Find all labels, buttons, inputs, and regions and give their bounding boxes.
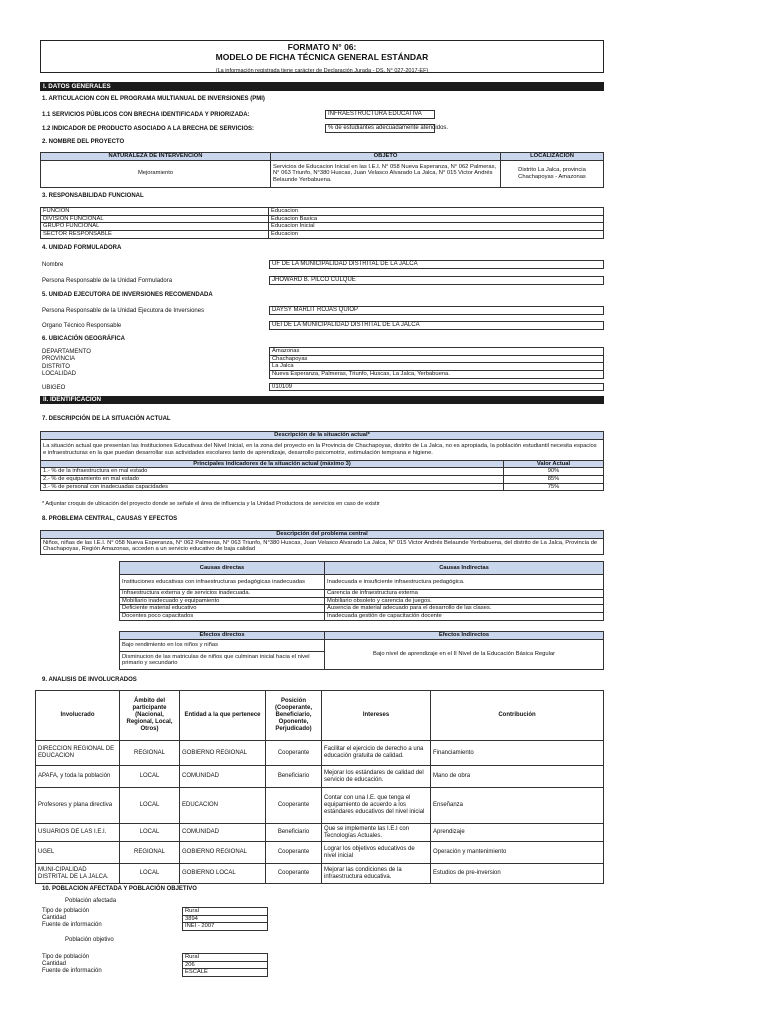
situacion-heading: 7. DESCRIPCIÓN DE LA SITUACIÓN ACTUAL (42, 416, 171, 422)
efectos-directos-header: Efectos directos (120, 632, 325, 640)
posicion-cell: Cooperante (266, 741, 322, 766)
section-bar-identificacion: II. IDENTIFICACION (40, 396, 604, 404)
organo-tecnico-label: Organo Técnico Responsable (42, 323, 122, 329)
ubicacion-values (269, 347, 604, 379)
form-note: (La información registrada tiene carácter de Declaración Jurada - DS. N° 027-2017-EF) (215, 67, 429, 74)
causa-directa: Deficiente material educativo (120, 605, 325, 613)
intereses-cell: Lograr los objetivos educativos de nivel inicial (322, 842, 431, 864)
objetivo-tipo-label: Tipo de población (42, 954, 90, 960)
valor-header: Valor Actual (504, 460, 604, 468)
resp-label-cell: DIVISION FUNCIONAL (41, 215, 269, 223)
header-naturaleza: NATURALEZA DE INTERVENCION (41, 153, 271, 161)
localizacion-cell: Distrito La Jalca, provincia Chachapoyas - Amazonas (501, 160, 604, 187)
ubicacion-label: DISTRITO (42, 364, 70, 370)
involucrado-cell: Profesores y plana directiva (36, 788, 120, 824)
objetivo-fuente-label: Fuente de información (42, 968, 102, 974)
situacion-header: Descripción de la situación actual* (41, 432, 604, 440)
localidad-value: Nueva Esperanza, Palmeras, Triunfo, Huscas, La Jalca, Yerbabuena. (270, 370, 604, 378)
intereses-cell: Mejorar las condiciones de la infraestructura educativa. (322, 864, 431, 884)
objetivo-cantidad-label: Cantidad (42, 961, 67, 967)
efectos-table (119, 631, 604, 670)
objetivo-cantidad-value: 206 (183, 961, 268, 969)
ubicacion-label: LOCALIDAD (42, 371, 77, 377)
objetivo-values (182, 953, 268, 977)
pmi-heading: 1. ARTICULACION CON EL PROGRAMA MULTIANUAL DE INVERSIONES (PMI) (42, 96, 265, 102)
indicador-field[interactable]: % de estudiantes adecuadamente atendidos. (325, 124, 435, 133)
contribucion-cell: Financiamiento (431, 741, 604, 766)
entidad-cell: GOBIERNO REGIONAL (180, 842, 266, 864)
ubicacion-label: PROVINCIA (42, 356, 76, 362)
resp-value-cell: Educacion Inicial (269, 223, 604, 231)
entidad-cell: GOBIERNO REGIONAL (180, 741, 266, 766)
uf-nombre-field[interactable]: UF DE LA MUNICIPALIDAD DISTRITAL DE LA JALCA (269, 260, 604, 269)
efecto-directo: Disminucion de las matriculas de niños que culminan inicial hacia el nivel primario y secundario (120, 651, 325, 669)
form-header (40, 40, 604, 73)
proyecto-table (40, 152, 604, 188)
col-ambito: Ámbito del participante (Nacional, Regional, Local, Otros) (120, 691, 180, 741)
causas-indirectas-header: Causas Indirectas (325, 562, 604, 575)
afectada-tipo-label: Tipo de población (42, 908, 90, 914)
causa-indirecta: Mobiliario obsoleto y carencia de juegos. (325, 597, 604, 605)
involucrado-cell: APAFA, y toda la población (36, 766, 120, 788)
ubigeo-label: UBIGEO (42, 385, 66, 391)
indicador-cell: 3.- % de personal con inadecuadas capacidades (41, 483, 504, 491)
section-bar-datos-generales: I. DATOS GENERALES (40, 82, 604, 91)
croquis-footnote: * Adjuntar croquis de ubicación del proyecto donde se señale el área de influencia y la Unidad Productora de servicios en caso de existir (42, 501, 380, 507)
resp-value-cell: Educacion Basica (269, 215, 604, 223)
problema-heading: 8. PROBLEMA CENTRAL, CAUSAS Y EFECTOS (42, 516, 178, 522)
posicion-cell: Cooperante (266, 842, 322, 864)
afectada-fuente-label: Fuente de información (42, 922, 102, 928)
ubigeo-field[interactable]: 010109 (269, 383, 604, 391)
efectos-indirectos-header: Efectos Indirectos (325, 632, 604, 640)
indicador-label: 1.2 INDICADOR DE PRODUCTO ASOCIADO A LA BRECHA DE SERVICIOS: (42, 126, 255, 132)
poblacion-objetivo-title: Población objetivo (65, 937, 114, 943)
involucrado-cell: USUARIOS DE LAS I.E.I. (36, 824, 120, 842)
resp-value-cell: Educacion (269, 208, 604, 216)
poblacion-heading: 10. POBLACION AFECTADA Y POBLACIÓN OBJETIVO (42, 886, 197, 892)
contribucion-cell: Operación y mantenimiento (431, 842, 604, 864)
posicion-cell: Beneficiario (266, 824, 322, 842)
indicador-value: 85% (504, 475, 604, 483)
ambito-cell: LOCAL (120, 864, 180, 884)
afectada-cantidad-label: Cantidad (42, 915, 67, 921)
intereses-cell: Mejorar los estándares de calidad del servicio de educación. (322, 766, 431, 788)
causas-directas-header: Causas directas (120, 562, 325, 575)
causa-directa: Infraestructura externa y de servicios inadecuada. (120, 590, 325, 598)
involucrado-cell: DIRECCION REGIONAL DE EDUCACION (36, 741, 120, 766)
involucrados-heading: 9. ANALISIS DE INVOLUCRADOS (42, 677, 137, 683)
involucrado-cell: MUNI-CIPALIDAD DISTRITAL DE LA JALCA. (36, 864, 120, 884)
entidad-cell: COMUNIDAD (180, 766, 266, 788)
efecto-indirecto: Bajo nivel de aprendizaje en el II Nivel de la Educación Básica Regular (325, 639, 604, 669)
contribucion-cell: Enseñanza (431, 788, 604, 824)
col-involucrado: Involucrado (36, 691, 120, 741)
form-title: FORMATO N° 06: (287, 42, 357, 52)
indicadores-header: Principales indicadores de la situación actual (máximo 3) (41, 460, 504, 468)
situacion-desc: La situación actual que presentan las Instituciones Educativas del Nivel Inicial, en la zona del proyecto en la Provincia de Chachapoyas, distrito de La Jalca, no es apropiada, la población estudiantil necesita espacios e infraestructuras en la que puedan desarrollar sus actividades escolares tanto de aprendizaje, desarrollo psicomotriz, estimulación temprana e higiene. (41, 439, 604, 460)
ubicacion-label: DEPARTAMENTO (42, 349, 91, 355)
contribucion-cell: Aprendizaje (431, 824, 604, 842)
naturaleza-cell: Mejoramiento (41, 160, 271, 187)
uf-nombre-label: Nombre (42, 262, 64, 268)
afectada-cantidad-value: 3894 (183, 915, 268, 923)
indicador-cell: 1.- % de la infraestructura en mal estado (41, 468, 504, 476)
objeto-cell: Servicios de Educacion Inicial en las I.E.I. N° 058 Nueva Esperanza, N° 062 Palmeras, N° 063 Triunfo, N°380 Huscas, Juan Velasco Alvarado La Jalca, N° 015 Victor Andrés Belaunde Yerbabuena. (271, 160, 501, 187)
objetivo-tipo-value: Rural (183, 954, 268, 962)
ambito-cell: LOCAL (120, 788, 180, 824)
unidad-formuladora-heading: 4. UNIDAD FORMULADORA (42, 245, 122, 251)
afectada-tipo-value: Rural (183, 908, 268, 916)
servicios-field[interactable]: INFRAESTRUCTURA EDUCATIVA (325, 110, 435, 119)
afectada-fuente-value: INEI - 2007 (183, 923, 268, 931)
nombre-proyecto-heading: 2. NOMBRE DEL PROYECTO (42, 139, 125, 145)
responsabilidad-heading: 3. RESPONSABILIDAD FUNCIONAL (42, 193, 144, 199)
form-subtitle: MODELO DE FICHA TÉCNICA GENERAL ESTÁNDAR (215, 51, 429, 62)
efecto-directo: Bajo rendimiento en los niños y niñas (120, 639, 325, 651)
col-intereses: Intereses (322, 691, 431, 741)
posicion-cell: Cooperante (266, 864, 322, 884)
col-posicion: Posición (Cooperante, Beneficiario, Oponente, Perjudicado) (266, 691, 322, 741)
distrito-value: La Jalca (270, 363, 604, 371)
ambito-cell: REGIONAL (120, 842, 180, 864)
responsabilidad-table (40, 207, 604, 239)
causa-directa: Docentes poco capacitados (120, 612, 325, 620)
intereses-cell: Facilitar el ejercicio de derecho a una educación gratuita de calidad. (322, 741, 431, 766)
involucrado-cell: UGEL (36, 842, 120, 864)
causa-indirecta: Inadecuada gestión de capacitación docente (325, 612, 604, 620)
intereses-cell: Contar con una I.E. que tenga el equipamiento de acuerdo a los estándares educativos del nivel inicial (322, 788, 431, 824)
col-entidad: Entidad a la que pertenece (180, 691, 266, 741)
resp-label-cell: FUNCION (41, 208, 269, 216)
ambito-cell: LOCAL (120, 766, 180, 788)
posicion-cell: Beneficiario (266, 766, 322, 788)
servicios-label: 1.1 SERVICIOS PÚBLICOS CON BRECHA IDENTIFICADA Y PRIORIZADA: (42, 112, 250, 118)
uf-responsable-field[interactable]: JHOWARD B. PILCO CULQUE (269, 276, 604, 285)
problema-desc: Niños, niñas de las I.E.I. N° 058 Nueva Esperanza, N° 062 Palmeras, N° 063 Triunfo, N°380 Huscas, Juan Velasco Alvarado La Jalca, N° 015 Victor Andrés Belaunde Yerbabuena, del distrito de La Jalca, Provincia de Chachapoyas, Región Amazonas, acceden a un servicio educativo de baja calidad (41, 538, 604, 554)
header-localizacion: LOCALIZACION (501, 153, 604, 161)
problema-table (40, 530, 604, 555)
poblacion-afectada-title: Población afectada (65, 898, 117, 904)
situacion-table (40, 431, 604, 491)
ambito-cell: REGIONAL (120, 741, 180, 766)
entidad-cell: EDUCACION (180, 788, 266, 824)
col-contribucion: Contribución (431, 691, 604, 741)
causa-indirecta: Carencia de infraestructura externa (325, 590, 604, 598)
problema-header: Descripción del problema central (41, 531, 604, 539)
posicion-cell: Cooperante (266, 788, 322, 824)
organo-tecnico-field[interactable]: UEI DE LA MUNICIPALIDAD DISTRITAL DE LA JALCA (269, 321, 604, 330)
provincia-value: Chachapoyas (270, 355, 604, 363)
resp-label-cell: SECTOR RESPONSABLE (41, 230, 269, 238)
objetivo-fuente-value: ESCALE (183, 969, 268, 977)
afectada-values (182, 907, 268, 931)
intereses-cell: Que se implemente las I.E.I con Tecnologías Actuales. (322, 824, 431, 842)
causa-directa: Mobiliario inadecuado y equipamiento (120, 597, 325, 605)
indicador-value: 75% (504, 483, 604, 491)
causa-indirecta: Ausencia de material adecuado para el desarrollo de las clases. (325, 605, 604, 613)
unidad-ejecutora-heading: 5. UNIDAD EJECUTORA DE INVERSIONES RECOMENDADA (42, 292, 213, 298)
entidad-cell: COMUNIDAD (180, 824, 266, 842)
entidad-cell: GOBIERNO LOCAL (180, 864, 266, 884)
uf-responsable-label: Persona Responsable de la Unidad Formuladora (42, 278, 173, 284)
causa-directa: Instituciones educativas con infraestructuras pedagógicas inadecuadas (120, 575, 325, 590)
indicador-value: 90% (504, 468, 604, 476)
involucrados-table (35, 690, 604, 884)
uei-responsable-label: Persona Responsable de la Unidad Ejecutora de Inversiones (42, 308, 205, 314)
resp-label-cell: GRUPO FUNCIONAL (41, 223, 269, 231)
ubicacion-heading: 6. UBICACIÓN GEOGRÁFICA (42, 336, 126, 342)
resp-value-cell: Educacion (269, 230, 604, 238)
departamento-value: Amazonas (270, 348, 604, 356)
causas-table (119, 561, 604, 621)
uei-responsable-field[interactable]: DAYSY MARLIT ROJAS QUIOP (269, 306, 604, 315)
contribucion-cell: Mano de obra (431, 766, 604, 788)
causa-indirecta: Inadecuada e insuficiente infraestructura pedagógica. (325, 575, 604, 590)
header-objeto: OBJETO (271, 153, 501, 161)
ambito-cell: LOCAL (120, 824, 180, 842)
contribucion-cell: Estudios de pre-inversion (431, 864, 604, 884)
indicador-cell: 2.- % de equipamiento en mal estado (41, 475, 504, 483)
